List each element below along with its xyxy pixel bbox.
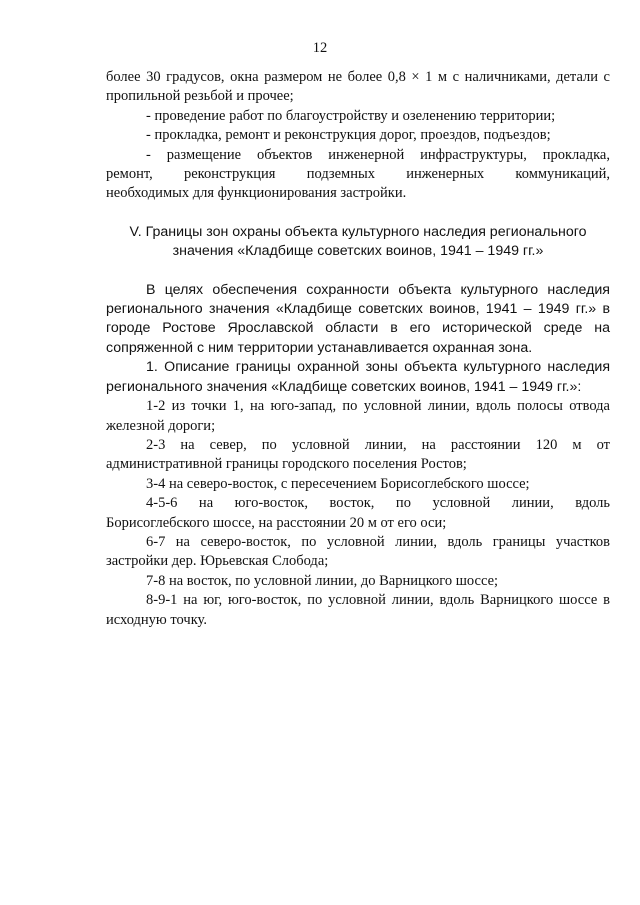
text-line: 3-4 на северо-восток, с пересечением Борисоглебского шоссе; [146, 475, 530, 492]
text-line: необходимых для функционирования застройки. [106, 185, 407, 202]
text-line: регионального значения «Кладбище советских воинов, 1941 – 1949 гг.»: [106, 378, 582, 395]
text-line: - размещение объектов инженерной инфраструктуры, прокладка, [146, 146, 610, 163]
text-line: - проведение работ по благоустройству и озеленению территории; [146, 107, 556, 124]
top-paragraphs [106, 68, 610, 204]
text-line: городе Ростове Ярославской области в его исторической среде на [106, 320, 610, 337]
text-line: 1-2 из точки 1, на юго-запад, по условной линии, вдоль полосы отвода [146, 398, 610, 415]
text-line: более 30 градусов, окна размером не более 0,8 × 1 м с наличниками, детали с [106, 69, 610, 85]
text-line: административной границы городского поселения Ростов; [106, 456, 467, 473]
section-heading-line-2: значения «Кладбище советских воинов, 1941 – 1949 гг.» [172, 243, 544, 260]
text-line: пропильной резьбой и прочее; [106, 88, 294, 105]
bottom-paragraphs [106, 281, 610, 630]
text-line: В целях обеспечения сохранности объекта культурного наследия [146, 281, 610, 298]
document-body [106, 68, 610, 630]
text-line: сопряженной с ним территории устанавливается охранная зона. [106, 339, 533, 356]
text-line: Борисоглебского шоссе, на расстоянии 20 м от его оси; [106, 514, 447, 531]
text-line: ремонт, реконструкция подземных инженерных коммуникаций, [106, 166, 610, 183]
text-line: 7-8 на восток, по условной линии, до Варницкого шоссе; [146, 572, 499, 589]
section-heading-line-1: V. Границы зон охраны объекта культурного наследия регионального [129, 223, 587, 240]
section-heading [106, 223, 610, 262]
text-line: 2-3 на север, по условной линии, на расстоянии 120 м от [146, 436, 610, 453]
text-line: - прокладка, ремонт и реконструкция дорог, проездов, подъездов; [146, 127, 551, 144]
text-line: 1. Описание границы охранной зоны объекта культурного наследия [146, 359, 610, 376]
text-line: исходную точку. [106, 611, 207, 628]
text-line: железной дороги; [106, 417, 216, 434]
text-line: 8-9-1 на юг, юго-восток, по условной линии, вдоль Варницкого шоссе в [146, 592, 610, 609]
text-line: застройки дер. Юрьевская Слобода; [106, 553, 329, 570]
text-line: регионального значения «Кладбище советских воинов, 1941 – 1949 гг.» в [106, 301, 610, 318]
page-number: 12 [312, 40, 328, 56]
text-line: 6-7 на северо-восток, по условной линии, вдоль границы участков [146, 533, 610, 550]
text-line: 4-5-6 на юго-восток, восток, по условной линии, вдоль [146, 495, 610, 512]
